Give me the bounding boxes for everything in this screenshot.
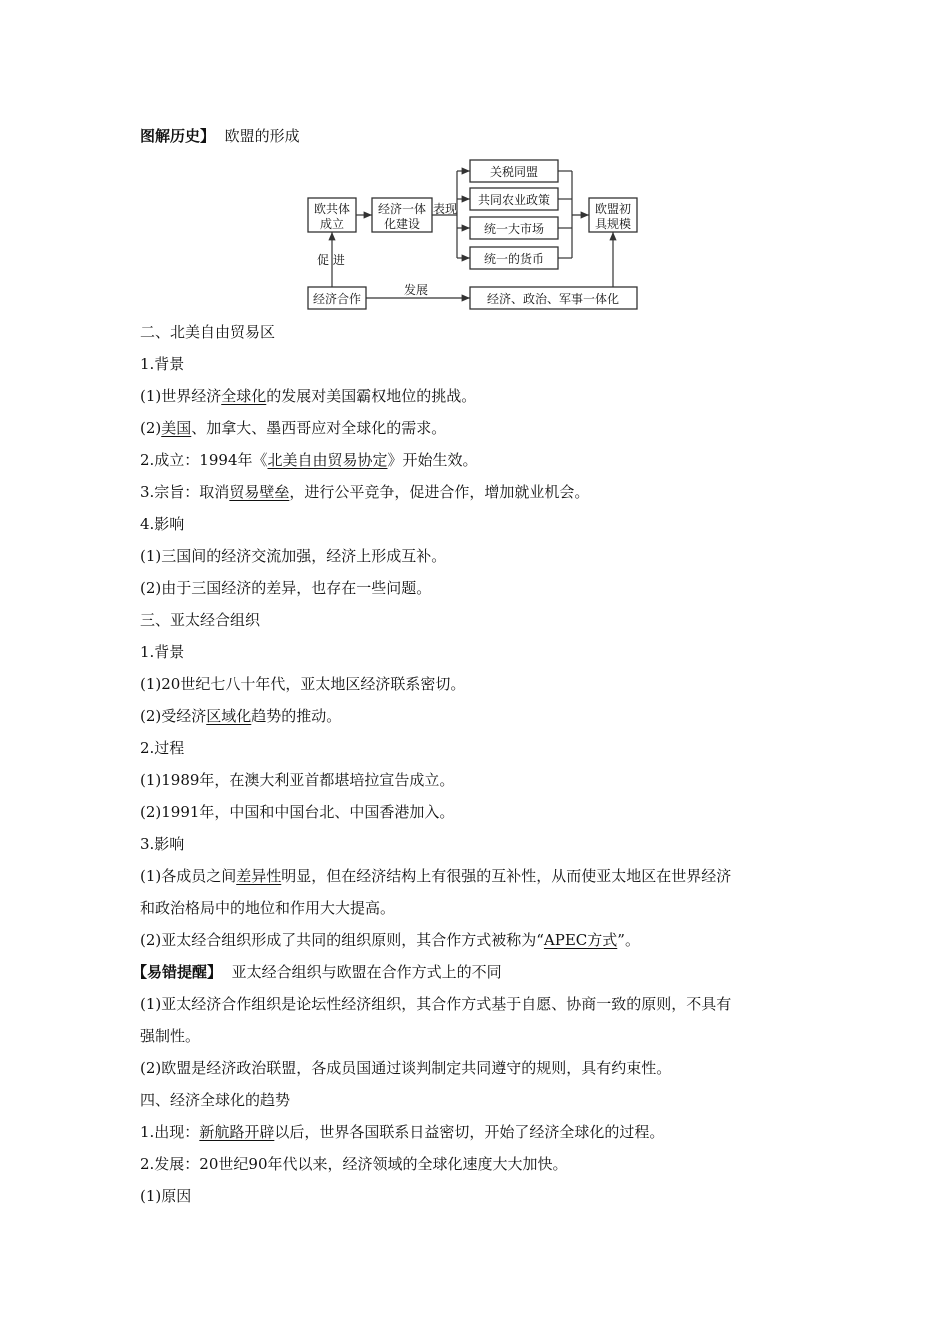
s3-background: 1.背景 — [140, 643, 185, 661]
text: (1)世界经济 — [140, 387, 222, 405]
s3-process1: (1)1989年，在澳大利亚首都堪培拉宣告成立。 — [140, 771, 455, 789]
text: 2.成立：1994年《 — [140, 451, 268, 469]
text: (2)受经济 — [140, 707, 207, 725]
tip-p2: (2)欧盟是经济政治联盟，各成员国通过谈判制定共同遵守的规则，具有约束性。 — [140, 1059, 672, 1077]
s2-established — [140, 450, 478, 470]
box-eu-scale-line2: 具规模 — [594, 217, 632, 231]
box-currency-text: 统一的货币 — [483, 252, 545, 266]
box-eu-founded-line2: 成立 — [319, 217, 345, 231]
text: 1.出现： — [140, 1123, 200, 1141]
box-eu-scale-line1: 欧盟初 — [594, 202, 632, 216]
text: 明显，但在经济结构上有很强的互补性，从而使亚太地区在世界经济 — [281, 867, 732, 885]
text: ，进行公平竞争，促进合作，增加就业机会。 — [289, 483, 590, 501]
s2-bg-item1 — [140, 386, 476, 406]
heading-label: 图解历史】 — [140, 127, 216, 145]
s3-bg-item2 — [140, 706, 341, 726]
underlined-keyword: 差异性 — [236, 867, 282, 885]
s2-bg-item2 — [140, 418, 446, 438]
s2-aim — [140, 482, 589, 502]
s2-impact1: (1)三国间的经济交流加强，经济上形成互补。 — [140, 547, 447, 565]
s3-process: 2.过程 — [140, 739, 185, 757]
text: 3.宗旨：取消 — [140, 483, 230, 501]
s3-impact1-cont: 和政治格局中的地位和作用大大提高。 — [140, 899, 396, 917]
text: (1)各成员之间 — [140, 867, 237, 885]
box-econ-coop-text: 经济合作 — [312, 292, 362, 306]
box-econ-build-line2: 化建设 — [383, 217, 421, 231]
s3-bg-item1: (1)20世纪七八十年代，亚太地区经济联系密切。 — [140, 675, 466, 693]
underlined-keyword: 区域化 — [206, 707, 252, 725]
section-heading-illustrated-history — [140, 126, 300, 146]
box-econ-build-line1: 经济一体 — [377, 202, 427, 216]
tip-heading — [132, 962, 502, 982]
text: (2) — [140, 419, 162, 437]
tip-label: 【易错提醒】 — [132, 963, 223, 981]
s3-title: 三、亚太经合组织 — [140, 611, 261, 629]
underlined-keyword: APEC方式 — [543, 931, 618, 949]
s4-develop: 2.发展：20世纪90年代以来，经济领域的全球化速度大大加快。 — [140, 1155, 568, 1173]
underlined-keyword: 美国 — [161, 419, 192, 437]
box-customs-text: 关税同盟 — [489, 165, 539, 179]
text: ”。 — [617, 931, 640, 949]
s3-impact1 — [140, 866, 731, 886]
s3-process2: (2)1991年，中国和中国台北、中国香港加入。 — [140, 803, 455, 821]
text: 以后，世界各国联系日益密切，开始了经济全球化的过程。 — [274, 1123, 665, 1141]
text: (2)亚太经合组织形成了共同的组织原则，其合作方式被称为“ — [140, 931, 544, 949]
box-eu-founded-line1: 欧共体 — [313, 202, 351, 216]
underlined-keyword: 北美自由贸易协定 — [267, 451, 388, 469]
s2-impact: 4.影响 — [140, 515, 185, 533]
text: 的发展对美国霸权地位的挑战。 — [266, 387, 477, 405]
underlined-keyword: 全球化 — [221, 387, 267, 405]
tip-p1-cont: 强制性。 — [140, 1027, 201, 1045]
text: 》开始生效。 — [387, 451, 478, 469]
text: 、加拿大、墨西哥应对全球化的需求。 — [191, 419, 447, 437]
s2-background: 1.背景 — [140, 355, 185, 373]
label-promote: 促 进 — [317, 253, 345, 267]
label-express: 表现 — [433, 202, 458, 216]
box-integration-text: 经济、政治、军事一体化 — [486, 292, 620, 306]
s4-title: 四、经济全球化的趋势 — [140, 1091, 291, 1109]
tip-p1: (1)亚太经济合作组织是论坛性经济组织，其合作方式基于自愿、协商一致的原则，不具有 — [140, 995, 732, 1013]
s3-impact2 — [140, 930, 640, 950]
s4-appear — [140, 1122, 664, 1142]
underlined-keyword: 新航路开辟 — [199, 1123, 275, 1141]
underlined-keyword: 贸易壁垒 — [229, 483, 290, 501]
s2-title: 二、北美自由贸易区 — [140, 323, 276, 341]
s4-reason: (1)原因 — [140, 1187, 192, 1205]
eu-formation-diagram — [300, 155, 650, 315]
label-develop: 发展 — [404, 283, 429, 297]
s2-impact2: (2)由于三国经济的差异，也存在一些问题。 — [140, 579, 432, 597]
tip-title: 亚太经合组织与欧盟在合作方式上的不同 — [231, 963, 502, 981]
s3-impact: 3.影响 — [140, 835, 185, 853]
text: 趋势的推动。 — [251, 707, 342, 725]
heading-title: 欧盟的形成 — [224, 127, 300, 145]
box-agri-text: 共同农业政策 — [477, 193, 551, 207]
box-market-text: 统一大市场 — [483, 222, 545, 236]
